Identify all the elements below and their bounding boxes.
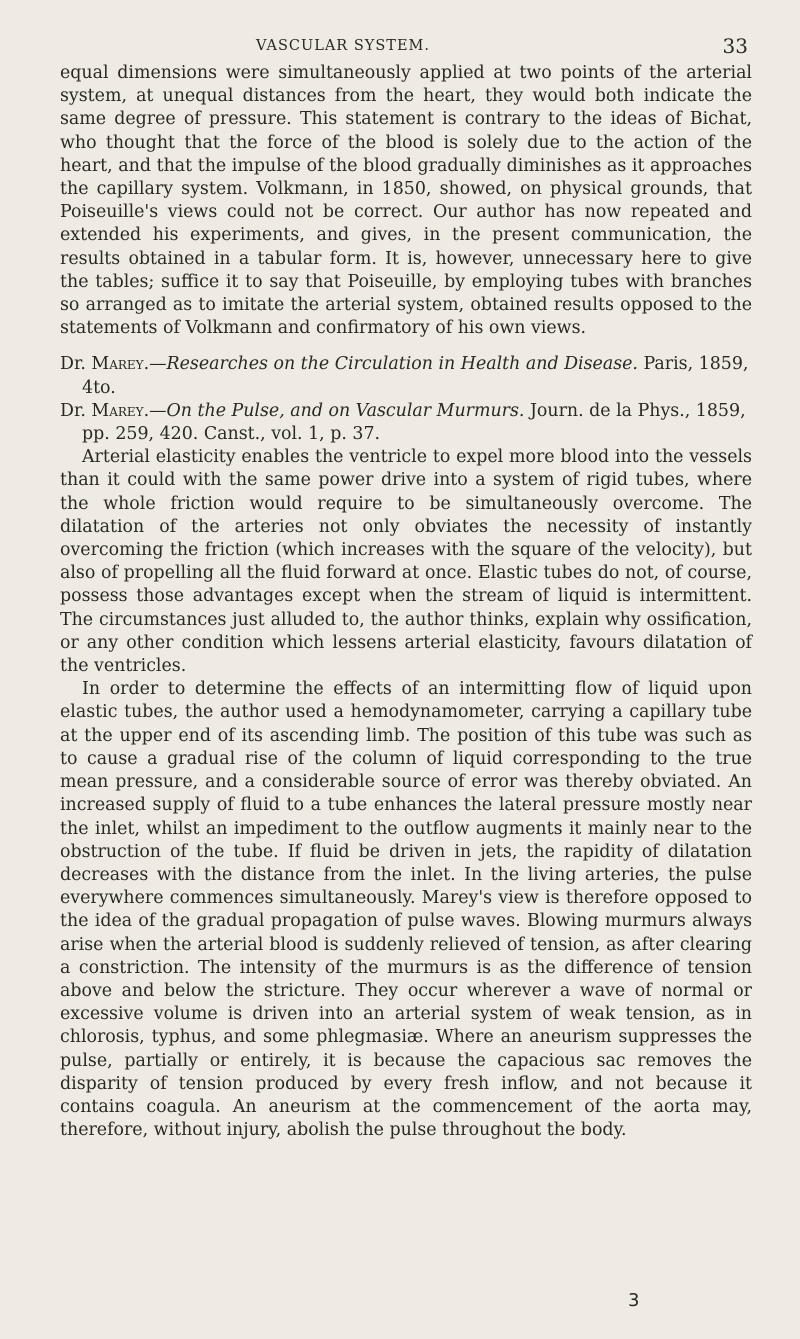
- reference-title: Researches on the Circulation in Health and Disease.: [166, 354, 638, 375]
- paragraph-arterial-elasticity: Arterial elasticity enables the ventricle to expel more blood into the vessels than it could with the same power drive into a system of rigid tubes, where the whole friction would require to be simultaneously overcome. The dilatation of the arteries not only obviates the necessity of instantly overcoming the friction (which increases with the square of the velocity), but also of propelling all the fluid forward at once. Elastic tubes do not, of course, possess those advantages except when the stream of liquid is intermittent. The circumstances just alluded to, the author thinks, explain why ossification, or any other condition which lessens arterial elasticity, favours dilatation of the ventricles.: [60, 447, 752, 677]
- running-title: VASCULAR SYSTEM.: [256, 38, 430, 54]
- reference-separator: —: [149, 400, 167, 421]
- paragraph-continuation: equal dimensions were simultaneously applied at two points of the arterial system, at unequal distances from the heart, they would both indicate the same degree of pressure. This statement is contrary to the ideas of Bichat, who thought that the force of the blood is solely due to the action of the heart, and that the impulse of the blood gradually diminishes as it approaches the capillary system. Volkmann, in 1850, showed, on physical grounds, that Poiseuille's views could not be correct. Our author has now repeated and extended his experiments, and gives, in the present communication, the results obtained in a tabular form. It is, however, unnecessary here to give the tables; suffice it to say that Poiseuille, by employing tubes with branches so arranged as to imitate the arterial system, obtained results opposed to the statements of Volkmann and confirmatory of his own views.: [60, 63, 752, 339]
- reference-author: Marey.: [91, 400, 150, 421]
- page-number: 33: [722, 34, 748, 58]
- reference-details: Journ. de la Phys., 1859, pp. 259, 420. Canst., vol. 1, p. 37.: [82, 400, 746, 445]
- signature-mark: 3: [628, 1290, 640, 1311]
- reference-details: Paris, 1859, 4to.: [82, 354, 749, 398]
- reference-prefix: Dr.: [60, 400, 92, 421]
- reference-author: Marey.: [91, 354, 150, 375]
- reference-marey-pulse: [60, 400, 752, 446]
- reference-title: On the Pulse, and on Vascular Murmurs.: [166, 400, 525, 421]
- reference-marey-researches: [60, 353, 752, 399]
- paragraph-intermitting-flow: In order to determine the effects of an intermitting flow of liquid upon elastic tubes, the author used a hemodynamometer, carrying a capillary tube at the upper end of its ascending limb. The position of this tube was such as to cause a gradual rise of the column of liquid corresponding to the true mean pressure, and a considerable source of error was thereby obviated. An increased supply of fluid to a tube enhances the lateral pressure mostly near the inlet, whilst an impediment to the outflow augments it mainly near to the obstruction of the tube. If fluid be driven in jets, the rapidity of dilatation decreases with the distance from the inlet. In the living arteries, the pulse everywhere commences simultaneously. Marey's view is therefore opposed to the idea of the gradual propagation of pulse waves. Blowing murmurs always arise when the arterial blood is suddenly relieved of tension, as after clearing a constriction. The intensity of the murmurs is as the difference of tension above and below the stricture. They occur wherever a wave of normal or excessive volume is driven into an arterial system of weak tension, as in chlorosis, typhus, and some phlegmasiæ. Where an aneurism suppresses the pulse, partially or entirely, it is because the capacious sac removes the disparity of tension produced by every fresh inflow, and not because it contains coagula. An aneurism at the commencement of the aorta may, therefore, without injury, abolish the pulse throughout the body.: [60, 679, 752, 1141]
- reference-separator: —: [149, 354, 167, 375]
- running-head: [0, 34, 800, 58]
- reference-prefix: Dr.: [60, 354, 92, 375]
- body-text: [60, 62, 752, 1142]
